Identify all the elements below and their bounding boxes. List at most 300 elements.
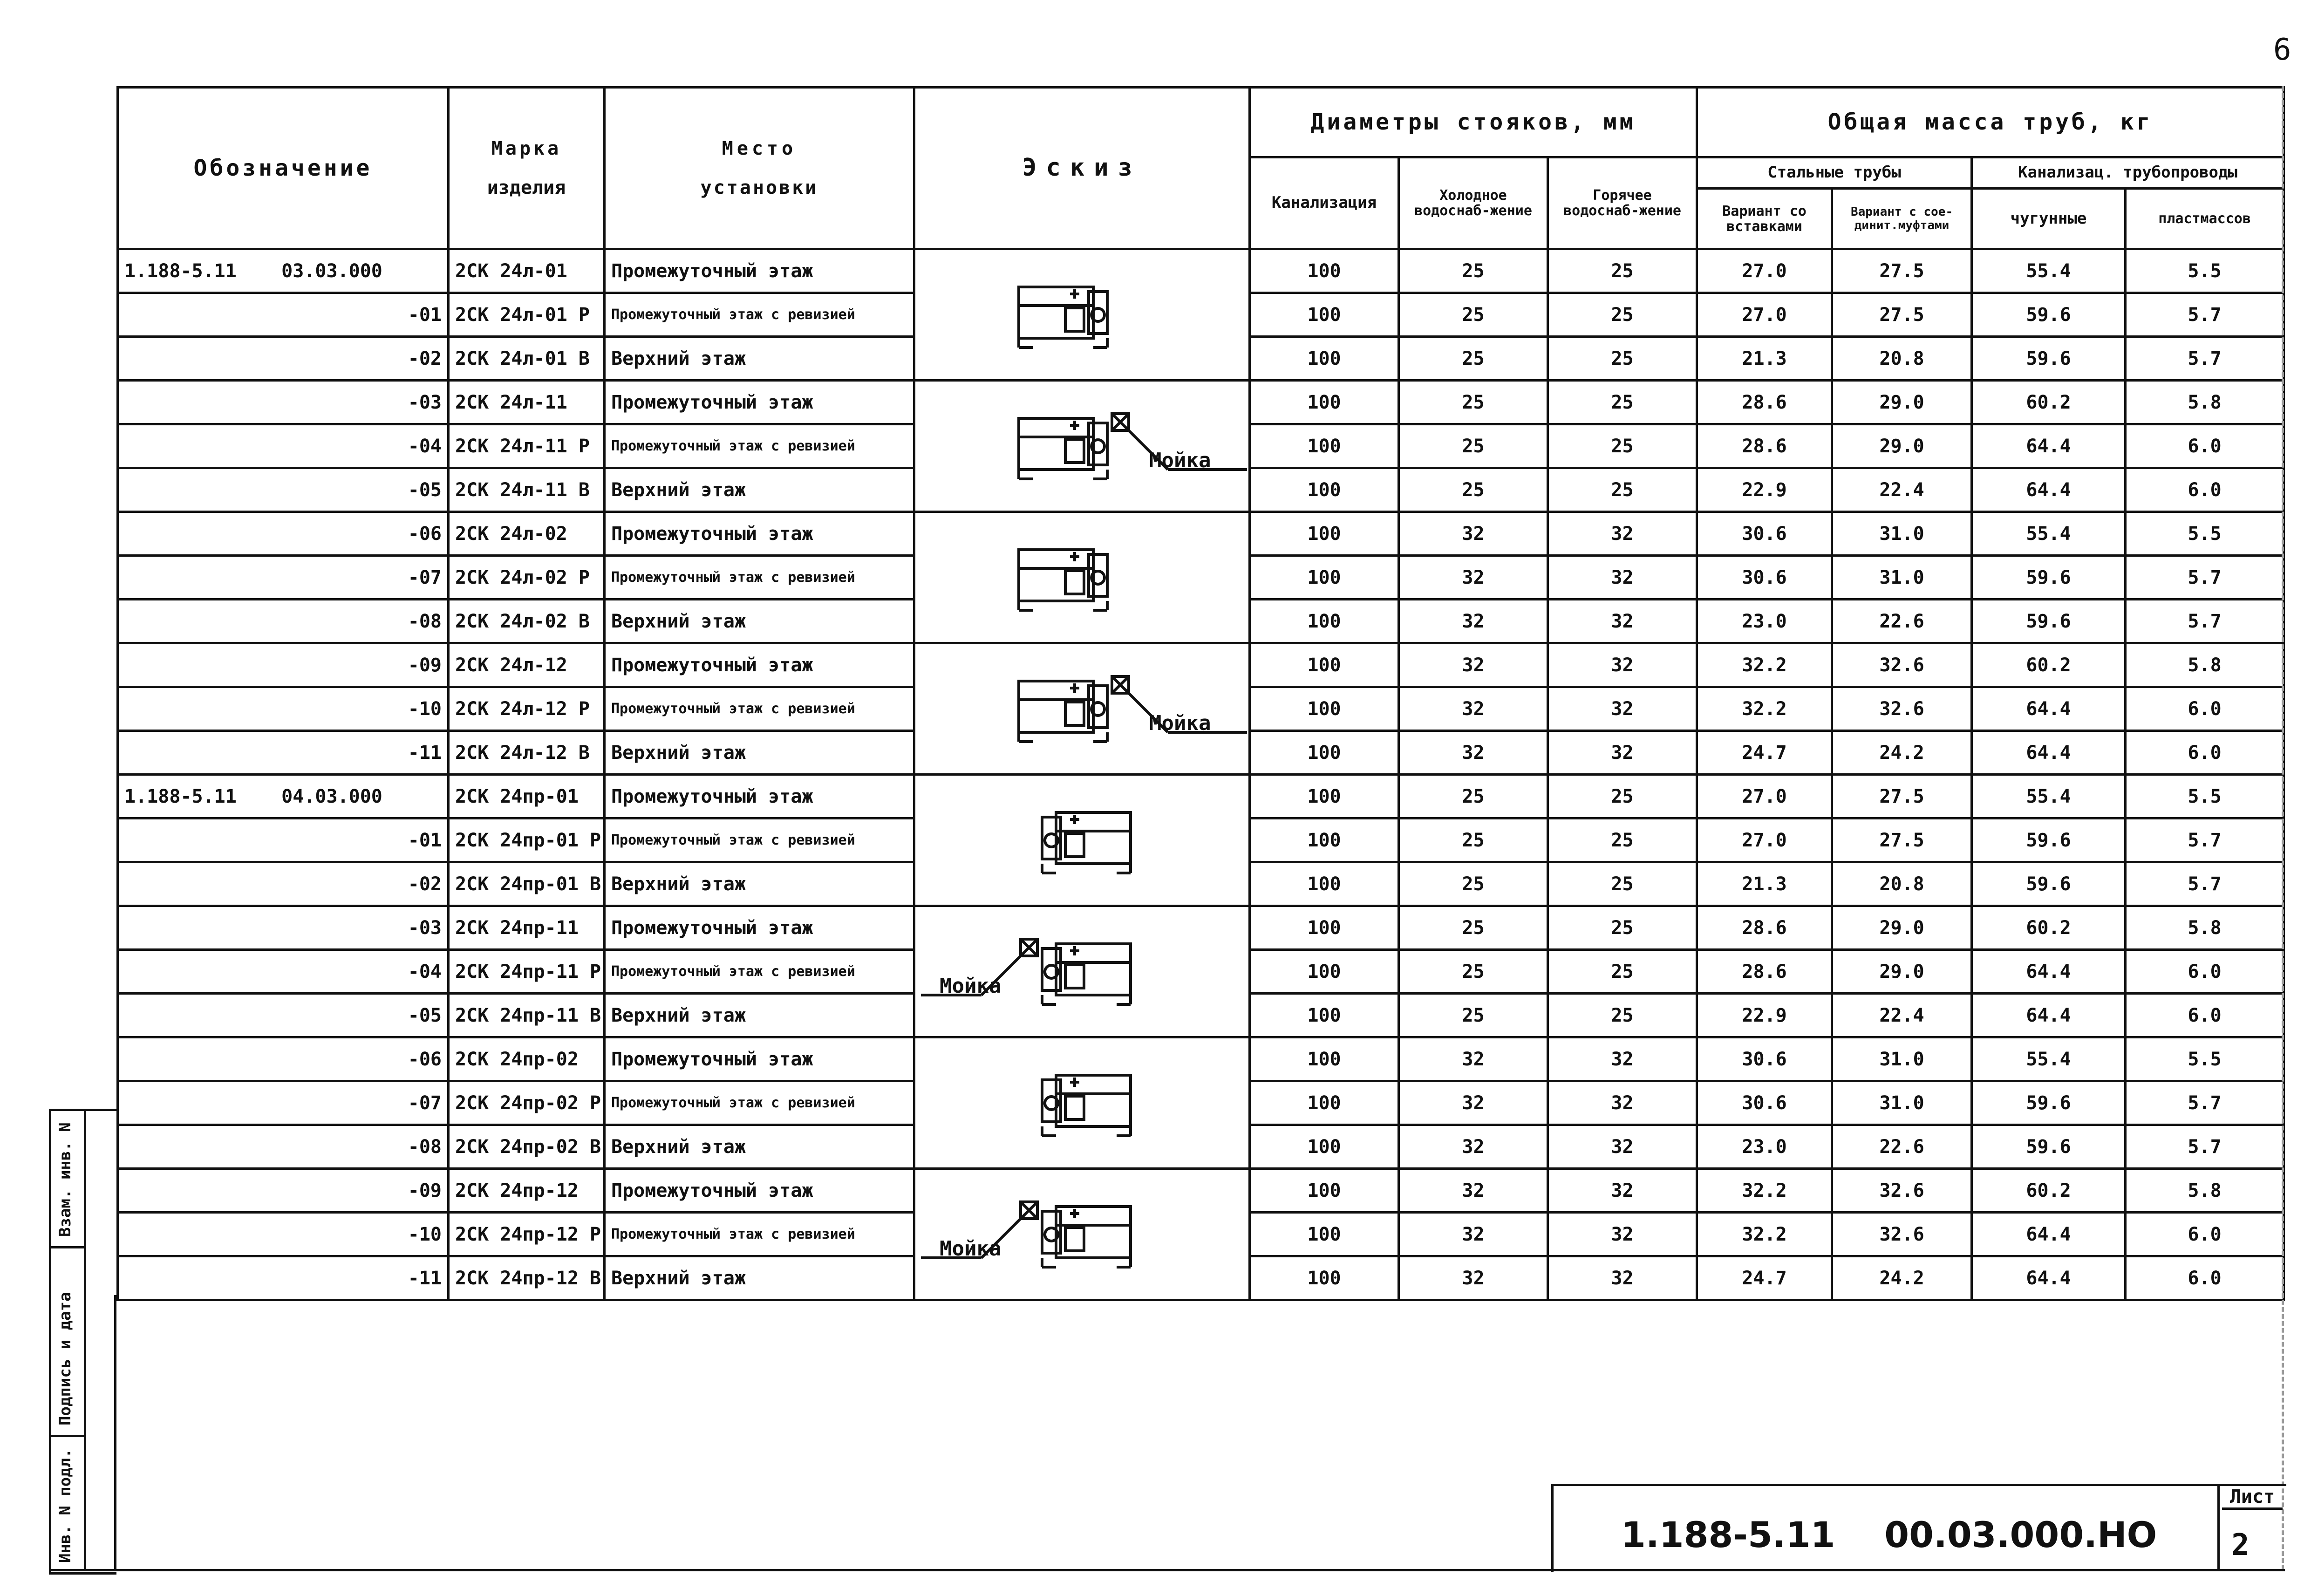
row-cast-iron-mass: 55.4 — [1972, 512, 2126, 556]
row-place: Промежуточный этаж — [605, 775, 914, 818]
header-cold-water: Холодное водоснаб-жение — [1399, 157, 1548, 249]
row-cold-diameter: 25 — [1399, 293, 1548, 337]
row-brand: 2СК 24л-02 Р — [449, 556, 605, 600]
row-brand: 2СК 24л-12 — [449, 643, 605, 687]
table-body — [118, 249, 2284, 1300]
row-cast-iron-mass: 59.6 — [1972, 337, 2126, 381]
row-designation: -05 — [118, 994, 449, 1037]
header-place — [605, 88, 914, 249]
row-cast-iron-mass: 55.4 — [1972, 1037, 2126, 1081]
row-hot-diameter: 25 — [1548, 424, 1697, 468]
row-plastic-mass: 6.0 — [2126, 424, 2284, 468]
row-brand: 2СК 24пр-02 В — [449, 1125, 605, 1169]
row-cast-iron-mass: 59.6 — [1972, 1081, 2126, 1125]
row-designation: -09 — [118, 643, 449, 687]
row-designation: -06 — [118, 512, 449, 556]
row-brand: 2СК 24л-11 Р — [449, 424, 605, 468]
row-steel-v1-mass: 23.0 — [1697, 1125, 1832, 1169]
row-plastic-mass: 5.7 — [2126, 862, 2284, 906]
header-brand-bottom: изделия — [487, 177, 566, 198]
row-hot-diameter: 25 — [1548, 906, 1697, 950]
row-brand: 2СК 24пр-02 Р — [449, 1081, 605, 1125]
row-cold-diameter: 32 — [1399, 600, 1548, 643]
row-hot-diameter: 32 — [1548, 731, 1697, 775]
row-plastic-mass: 5.8 — [2126, 906, 2284, 950]
row-sewer-diameter: 100 — [1250, 731, 1399, 775]
row-brand: 2СК 24пр-11 В — [449, 994, 605, 1037]
row-designation: -05 — [118, 468, 449, 512]
row-designation: -01 — [118, 293, 449, 337]
row-cold-diameter: 32 — [1399, 512, 1548, 556]
row-sewer-diameter: 100 — [1250, 818, 1399, 862]
row-cast-iron-mass: 55.4 — [1972, 249, 2126, 293]
row-steel-v1-mass: 28.6 — [1697, 906, 1832, 950]
row-plastic-mass: 6.0 — [2126, 687, 2284, 731]
row-cast-iron-mass: 64.4 — [1972, 687, 2126, 731]
row-cold-diameter: 25 — [1399, 468, 1548, 512]
row-cold-diameter: 32 — [1399, 1081, 1548, 1125]
sketch-drawing — [921, 1043, 1250, 1164]
row-steel-v2-mass: 27.5 — [1832, 818, 1972, 862]
row-cast-iron-mass: 60.2 — [1972, 1169, 2126, 1213]
row-brand: 2СК 24л-02 — [449, 512, 605, 556]
row-sewer-diameter: 100 — [1250, 1256, 1399, 1300]
row-designation: 1.188-5.11 04.03.000 — [118, 775, 449, 818]
row-plastic-mass: 5.8 — [2126, 643, 2284, 687]
row-hot-diameter: 32 — [1548, 1081, 1697, 1125]
row-cold-diameter: 25 — [1399, 994, 1548, 1037]
table-row — [118, 249, 2284, 293]
sketch-drawing — [921, 517, 1250, 638]
sketch-cell — [914, 643, 1250, 775]
frame-right-edge — [2282, 86, 2284, 1570]
row-sewer-diameter: 100 — [1250, 337, 1399, 381]
row-hot-diameter: 25 — [1548, 293, 1697, 337]
sketch-drawing — [921, 911, 1250, 1032]
row-place: Промежуточный этаж — [605, 512, 914, 556]
row-hot-diameter: 25 — [1548, 381, 1697, 424]
row-cast-iron-mass: 60.2 — [1972, 906, 2126, 950]
row-designation: -11 — [118, 1256, 449, 1300]
row-plastic-mass: 5.7 — [2126, 1081, 2284, 1125]
row-plastic-mass: 6.0 — [2126, 950, 2284, 994]
row-steel-v1-mass: 32.2 — [1697, 643, 1832, 687]
sketch-cell — [914, 1169, 1250, 1300]
row-hot-diameter: 32 — [1548, 1213, 1697, 1256]
sink-label: Мойка — [940, 974, 1002, 998]
header-sewer: Канализация — [1250, 157, 1399, 249]
row-sewer-diameter: 100 — [1250, 950, 1399, 994]
row-brand: 2СК 24пр-01 — [449, 775, 605, 818]
row-brand: 2СК 24л-01 Р — [449, 293, 605, 337]
row-plastic-mass: 5.7 — [2126, 293, 2284, 337]
row-sewer-diameter: 100 — [1250, 424, 1399, 468]
sink-label: Мойка — [1149, 711, 1211, 735]
row-brand: 2СК 24л-01 — [449, 249, 605, 293]
row-cast-iron-mass: 59.6 — [1972, 556, 2126, 600]
row-cold-diameter: 32 — [1399, 731, 1548, 775]
row-steel-v2-mass: 32.6 — [1832, 1213, 1972, 1256]
row-cold-diameter: 25 — [1399, 775, 1548, 818]
row-hot-diameter: 32 — [1548, 1256, 1697, 1300]
row-brand: 2СК 24пр-01 В — [449, 862, 605, 906]
row-place: Промежуточный этаж — [605, 1037, 914, 1081]
row-cast-iron-mass: 64.4 — [1972, 424, 2126, 468]
row-hot-diameter: 32 — [1548, 1037, 1697, 1081]
row-place: Промежуточный этаж — [605, 381, 914, 424]
row-sewer-diameter: 100 — [1250, 293, 1399, 337]
row-sewer-diameter: 100 — [1250, 556, 1399, 600]
row-place: Верхний этаж — [605, 1256, 914, 1300]
row-designation: -03 — [118, 381, 449, 424]
header-steel-pipes: Стальные трубы — [1697, 157, 1972, 189]
row-brand: 2СК 24л-12 Р — [449, 687, 605, 731]
row-plastic-mass: 5.5 — [2126, 249, 2284, 293]
row-sewer-diameter: 100 — [1250, 512, 1399, 556]
row-plastic-mass: 5.8 — [2126, 1169, 2284, 1213]
row-steel-v2-mass: 22.6 — [1832, 1125, 1972, 1169]
specification-table — [116, 86, 2285, 1301]
row-steel-v1-mass: 28.6 — [1697, 424, 1832, 468]
row-sewer-diameter: 100 — [1250, 249, 1399, 293]
row-place: Верхний этаж — [605, 862, 914, 906]
row-designation: -08 — [118, 1125, 449, 1169]
header-designation: Обозначение — [118, 88, 449, 249]
row-steel-v1-mass: 27.0 — [1697, 249, 1832, 293]
header-total-mass: Общая масса труб, кг — [1697, 88, 2284, 157]
row-designation: -07 — [118, 556, 449, 600]
header-place-bottom: установки — [700, 177, 818, 198]
table-row — [118, 643, 2284, 687]
row-sewer-diameter: 100 — [1250, 643, 1399, 687]
row-designation: -10 — [118, 1213, 449, 1256]
sink-label: Мойка — [940, 1236, 1002, 1261]
row-brand: 2СК 24пр-11 — [449, 906, 605, 950]
row-cast-iron-mass: 59.6 — [1972, 862, 2126, 906]
row-cast-iron-mass: 59.6 — [1972, 1125, 2126, 1169]
row-sewer-diameter: 100 — [1250, 381, 1399, 424]
row-sewer-diameter: 100 — [1250, 1125, 1399, 1169]
row-steel-v2-mass: 32.6 — [1832, 643, 1972, 687]
row-place: Верхний этаж — [605, 600, 914, 643]
row-place: Промежуточный этаж с ревизией — [605, 1213, 914, 1256]
row-steel-v2-mass: 32.6 — [1832, 1169, 1972, 1213]
row-brand: 2СК 24пр-02 — [449, 1037, 605, 1081]
row-cold-diameter: 25 — [1399, 381, 1548, 424]
row-sewer-diameter: 100 — [1250, 687, 1399, 731]
row-steel-v2-mass: 31.0 — [1832, 1081, 1972, 1125]
row-steel-v2-mass: 22.6 — [1832, 600, 1972, 643]
table-row — [118, 1169, 2284, 1213]
row-cast-iron-mass: 59.6 — [1972, 293, 2126, 337]
row-place: Промежуточный этаж с ревизией — [605, 424, 914, 468]
header-brand-top: Марка — [491, 138, 562, 159]
row-steel-v2-mass: 24.2 — [1832, 1256, 1972, 1300]
row-place: Промежуточный этаж — [605, 249, 914, 293]
header-place-top: Место — [722, 138, 797, 159]
row-steel-v2-mass: 24.2 — [1832, 731, 1972, 775]
row-steel-v2-mass: 27.5 — [1832, 249, 1972, 293]
row-steel-v1-mass: 22.9 — [1697, 994, 1832, 1037]
header-sketch: Эскиз — [914, 88, 1250, 249]
sheet-number: 2 — [2231, 1528, 2250, 1562]
row-sewer-diameter: 100 — [1250, 1081, 1399, 1125]
row-designation: -02 — [118, 862, 449, 906]
row-steel-v1-mass: 30.6 — [1697, 1081, 1832, 1125]
row-steel-v1-mass: 21.3 — [1697, 862, 1832, 906]
row-steel-v1-mass: 28.6 — [1697, 381, 1832, 424]
row-brand: 2СК 24л-12 В — [449, 731, 605, 775]
row-place: Верхний этаж — [605, 468, 914, 512]
row-plastic-mass: 6.0 — [2126, 468, 2284, 512]
sketch-drawing — [921, 1174, 1250, 1295]
row-cast-iron-mass: 64.4 — [1972, 994, 2126, 1037]
header-plastic: пластмассов — [2126, 189, 2284, 249]
row-designation: -07 — [118, 1081, 449, 1125]
row-steel-v1-mass: 24.7 — [1697, 731, 1832, 775]
row-plastic-mass: 6.0 — [2126, 1213, 2284, 1256]
row-cast-iron-mass: 64.4 — [1972, 1256, 2126, 1300]
row-hot-diameter: 25 — [1548, 337, 1697, 381]
sink-label: Мойка — [1149, 448, 1211, 472]
row-steel-v1-mass: 30.6 — [1697, 1037, 1832, 1081]
row-place: Промежуточный этаж — [605, 1169, 914, 1213]
row-brand: 2СК 24л-11 В — [449, 468, 605, 512]
sketch-cell — [914, 249, 1250, 381]
sketch-cell — [914, 381, 1250, 512]
row-place: Верхний этаж — [605, 994, 914, 1037]
row-brand: 2СК 24пр-11 Р — [449, 950, 605, 994]
row-place: Промежуточный этаж с ревизией — [605, 687, 914, 731]
row-steel-v1-mass: 27.0 — [1697, 293, 1832, 337]
row-designation: -06 — [118, 1037, 449, 1081]
row-plastic-mass: 5.7 — [2126, 818, 2284, 862]
row-place: Верхний этаж — [605, 731, 914, 775]
sketch-drawing — [921, 648, 1250, 770]
row-plastic-mass: 5.7 — [2126, 337, 2284, 381]
row-designation: -03 — [118, 906, 449, 950]
row-steel-v2-mass: 31.0 — [1832, 1037, 1972, 1081]
row-sewer-diameter: 100 — [1250, 862, 1399, 906]
row-hot-diameter: 25 — [1548, 775, 1697, 818]
row-steel-v1-mass: 23.0 — [1697, 600, 1832, 643]
row-plastic-mass: 5.7 — [2126, 556, 2284, 600]
row-steel-v2-mass: 29.0 — [1832, 381, 1972, 424]
row-steel-v1-mass: 32.2 — [1697, 1213, 1832, 1256]
row-steel-v2-mass: 32.6 — [1832, 687, 1972, 731]
row-designation: 1.188-5.11 03.03.000 — [118, 249, 449, 293]
row-steel-v2-mass: 29.0 — [1832, 906, 1972, 950]
row-place: Промежуточный этаж — [605, 906, 914, 950]
row-brand: 2СК 24пр-12 В — [449, 1256, 605, 1300]
row-sewer-diameter: 100 — [1250, 994, 1399, 1037]
row-brand: 2СК 24пр-01 Р — [449, 818, 605, 862]
row-hot-diameter: 25 — [1548, 994, 1697, 1037]
row-hot-diameter: 25 — [1548, 468, 1697, 512]
row-steel-v2-mass: 31.0 — [1832, 512, 1972, 556]
row-steel-v1-mass: 24.7 — [1697, 1256, 1832, 1300]
row-steel-v1-mass: 21.3 — [1697, 337, 1832, 381]
sketch-drawing — [921, 780, 1250, 901]
row-brand: 2СК 24л-11 — [449, 381, 605, 424]
row-brand: 2СК 24л-01 В — [449, 337, 605, 381]
row-designation: -04 — [118, 424, 449, 468]
row-steel-v2-mass: 27.5 — [1832, 775, 1972, 818]
row-cold-diameter: 25 — [1399, 424, 1548, 468]
row-plastic-mass: 6.0 — [2126, 994, 2284, 1037]
row-sewer-diameter: 100 — [1250, 1037, 1399, 1081]
row-plastic-mass: 5.7 — [2126, 600, 2284, 643]
side-label-signature-date: Подпись и дата — [56, 1292, 75, 1425]
row-place: Верхний этаж — [605, 1125, 914, 1169]
row-cold-diameter: 32 — [1399, 643, 1548, 687]
row-steel-v2-mass: 20.8 — [1832, 337, 1972, 381]
row-hot-diameter: 32 — [1548, 1169, 1697, 1213]
row-cast-iron-mass: 64.4 — [1972, 1213, 2126, 1256]
header-cast-iron: чугунные — [1972, 189, 2126, 249]
row-designation: -11 — [118, 731, 449, 775]
row-designation: -10 — [118, 687, 449, 731]
row-hot-diameter: 32 — [1548, 687, 1697, 731]
sketch-cell — [914, 512, 1250, 643]
row-cold-diameter: 32 — [1399, 1037, 1548, 1081]
row-plastic-mass: 5.5 — [2126, 775, 2284, 818]
row-cast-iron-mass: 64.4 — [1972, 468, 2126, 512]
row-cold-diameter: 32 — [1399, 1169, 1548, 1213]
side-cell-inv — [51, 1435, 86, 1570]
row-cold-diameter: 32 — [1399, 556, 1548, 600]
row-cold-diameter: 32 — [1399, 1125, 1548, 1169]
table-row — [118, 1037, 2284, 1081]
row-steel-v2-mass: 27.5 — [1832, 293, 1972, 337]
row-sewer-diameter: 100 — [1250, 600, 1399, 643]
row-cast-iron-mass: 55.4 — [1972, 775, 2126, 818]
table-row — [118, 775, 2284, 818]
row-hot-diameter: 32 — [1548, 643, 1697, 687]
side-label-inv-orig: Инв. N подл. — [56, 1448, 75, 1563]
row-cold-diameter: 25 — [1399, 249, 1548, 293]
row-cold-diameter: 25 — [1399, 337, 1548, 381]
side-label-swap-inv: Взам. инв. N — [56, 1122, 75, 1237]
row-sewer-diameter: 100 — [1250, 1169, 1399, 1213]
header-diameters: Диаметры стояков, мм — [1250, 88, 1697, 157]
row-place: Промежуточный этаж с ревизией — [605, 1081, 914, 1125]
table-row — [118, 381, 2284, 424]
row-brand: 2СК 24пр-12 Р — [449, 1213, 605, 1256]
row-cold-diameter: 25 — [1399, 906, 1548, 950]
row-steel-v1-mass: 28.6 — [1697, 950, 1832, 994]
table-row — [118, 512, 2284, 556]
row-cold-diameter: 32 — [1399, 687, 1548, 731]
row-plastic-mass: 5.5 — [2126, 1037, 2284, 1081]
row-plastic-mass: 5.5 — [2126, 512, 2284, 556]
row-place: Промежуточный этаж с ревизией — [605, 556, 914, 600]
side-cell-swap — [51, 1111, 86, 1248]
row-brand: 2СК 24л-02 В — [449, 600, 605, 643]
header-steel-v2: Вариант с сое-динит.муфтами — [1832, 189, 1972, 249]
row-hot-diameter: 25 — [1548, 249, 1697, 293]
row-cold-diameter: 25 — [1399, 818, 1548, 862]
row-sewer-diameter: 100 — [1250, 468, 1399, 512]
row-steel-v1-mass: 30.6 — [1697, 512, 1832, 556]
row-cold-diameter: 25 — [1399, 862, 1548, 906]
row-cast-iron-mass: 59.6 — [1972, 600, 2126, 643]
header-brand — [449, 88, 605, 249]
row-brand: 2СК 24пр-12 — [449, 1169, 605, 1213]
row-cast-iron-mass: 59.6 — [1972, 818, 2126, 862]
row-steel-v2-mass: 29.0 — [1832, 424, 1972, 468]
row-designation: -04 — [118, 950, 449, 994]
row-place: Промежуточный этаж с ревизией — [605, 818, 914, 862]
row-hot-diameter: 25 — [1548, 862, 1697, 906]
row-sewer-diameter: 100 — [1250, 775, 1399, 818]
row-plastic-mass: 6.0 — [2126, 1256, 2284, 1300]
row-cold-diameter: 32 — [1399, 1213, 1548, 1256]
row-hot-diameter: 32 — [1548, 1125, 1697, 1169]
row-steel-v2-mass: 31.0 — [1832, 556, 1972, 600]
row-designation: -01 — [118, 818, 449, 862]
side-cell-signature — [51, 1246, 86, 1437]
row-plastic-mass: 5.8 — [2126, 381, 2284, 424]
row-steel-v2-mass: 20.8 — [1832, 862, 1972, 906]
row-designation: -02 — [118, 337, 449, 381]
row-hot-diameter: 32 — [1548, 556, 1697, 600]
row-steel-v1-mass: 30.6 — [1697, 556, 1832, 600]
row-hot-diameter: 25 — [1548, 818, 1697, 862]
row-hot-diameter: 25 — [1548, 950, 1697, 994]
row-place: Верхний этаж — [605, 337, 914, 381]
sketch-cell — [914, 906, 1250, 1037]
row-place: Промежуточный этаж с ревизией — [605, 950, 914, 994]
row-sewer-diameter: 100 — [1250, 906, 1399, 950]
page-number: 6 — [2273, 33, 2291, 67]
sketch-drawing — [921, 254, 1250, 375]
row-steel-v2-mass: 29.0 — [1832, 950, 1972, 994]
row-cast-iron-mass: 64.4 — [1972, 950, 2126, 994]
header-steel-v1: Вариант со вставками — [1697, 189, 1832, 249]
row-steel-v2-mass: 22.4 — [1832, 468, 1972, 512]
row-place: Промежуточный этаж с ревизией — [605, 293, 914, 337]
row-cast-iron-mass: 60.2 — [1972, 381, 2126, 424]
document-code: 1.188-5.11 00.03.000.НО — [1621, 1514, 2157, 1555]
sketch-drawing — [921, 386, 1250, 507]
row-cast-iron-mass: 60.2 — [1972, 643, 2126, 687]
row-steel-v1-mass: 27.0 — [1697, 818, 1832, 862]
sketch-cell — [914, 775, 1250, 906]
row-hot-diameter: 32 — [1548, 512, 1697, 556]
row-cast-iron-mass: 64.4 — [1972, 731, 2126, 775]
row-designation: -08 — [118, 600, 449, 643]
row-designation: -09 — [118, 1169, 449, 1213]
row-steel-v1-mass: 32.2 — [1697, 687, 1832, 731]
row-hot-diameter: 32 — [1548, 600, 1697, 643]
row-plastic-mass: 6.0 — [2126, 731, 2284, 775]
table-row — [118, 906, 2284, 950]
side-strip — [49, 1109, 116, 1575]
row-steel-v1-mass: 32.2 — [1697, 1169, 1832, 1213]
row-cold-diameter: 32 — [1399, 1256, 1548, 1300]
row-place: Промежуточный этаж — [605, 643, 914, 687]
row-cold-diameter: 25 — [1399, 950, 1548, 994]
row-sewer-diameter: 100 — [1250, 1213, 1399, 1256]
sketch-cell — [914, 1037, 1250, 1169]
row-steel-v2-mass: 22.4 — [1832, 994, 1972, 1037]
row-plastic-mass: 5.7 — [2126, 1125, 2284, 1169]
header-hot-water: Горячее водоснаб-жение — [1548, 157, 1697, 249]
row-steel-v1-mass: 27.0 — [1697, 775, 1832, 818]
row-steel-v1-mass: 22.9 — [1697, 468, 1832, 512]
header-sewer-pipes: Канализац. трубопроводы — [1972, 157, 2284, 189]
